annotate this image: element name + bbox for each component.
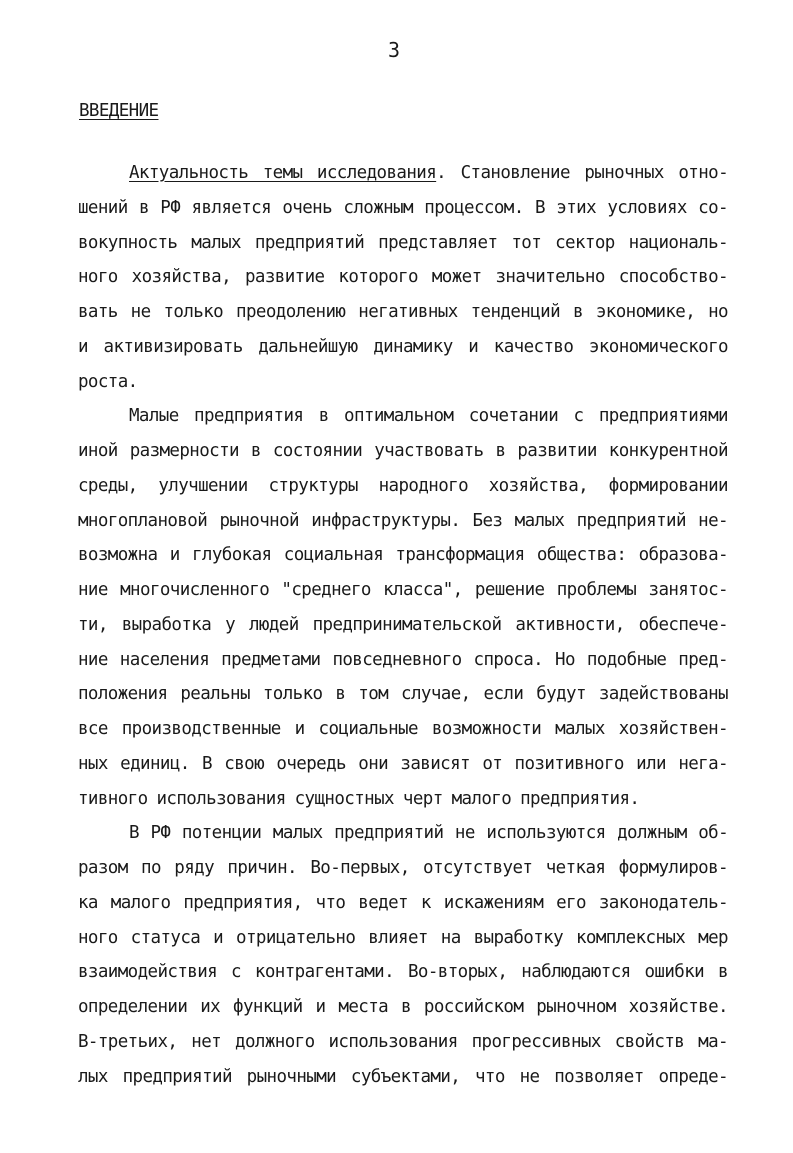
- paragraph-line: тивного использования сущностных черт малого предприятия.: [78, 788, 640, 809]
- paragraph-line: ние многочисленного "среднего класса", решение проблемы занятос-: [78, 580, 728, 600]
- section-heading: ВВЕДЕНИЕ: [79, 101, 159, 121]
- paragraph-line: взаимодействия с контрагентами. Во-вторых, наблюдаются ошибки в: [78, 962, 728, 983]
- paragraph-line: ных единиц. В свою очередь они зависят от позитивного или нега-: [78, 753, 728, 774]
- paragraph-line: В-третьих, нет должного использования прогрессивных свойств ма-: [78, 1031, 728, 1052]
- paragraph-line: [78, 156, 728, 191]
- paragraph-line: ка малого предприятия, что ведет к искажениям его законодатель-: [78, 892, 728, 913]
- page-number: 3: [388, 38, 400, 62]
- paragraph-line: положения реальны только в том случае, если будут задействованы: [78, 684, 728, 705]
- paragraph-line: вать не только преодолению негативных тенденций в экономике, но: [78, 302, 728, 322]
- paragraph-line: ти, выработка у людей предпринимательской активности, обеспече-: [78, 614, 728, 635]
- paragraph-line: ного хозяйства, развитие которого может значительно способство-: [78, 267, 728, 288]
- paragraph-line: роста.: [78, 371, 138, 392]
- paragraph-line: ние населения предметами повседневного спроса. Но подобные пред-: [78, 649, 728, 670]
- paragraph-line: шений в РФ является очень сложным процессом. В этих условиях со-: [78, 197, 728, 218]
- paragraph-line: и активизировать дальнейшую динамику и качество экономического: [78, 336, 728, 357]
- paragraph-line: вокупность малых предприятий представляет тот сектор националь-: [78, 232, 728, 253]
- paragraph-line: многоплановой рыночной инфраструктуры. Без малых предприятий не-: [78, 510, 728, 531]
- paragraph-line: иной размерности в состоянии участвовать в развитии конкурентной: [78, 441, 728, 461]
- paragraph-line: определении их функций и места в российском рыночном хозяйстве.: [78, 997, 728, 1017]
- topic-relevance-label: Актуальность темы исследования: [129, 163, 437, 183]
- paragraph-line: все производственные и социальные возможности малых хозяйствен-: [78, 719, 728, 739]
- paragraph-line: лых предприятий рыночными субъектами, что не позволяет опреде-: [78, 1066, 728, 1087]
- paragraph-line: ного статуса и отрицательно влияет на выработку комплексных мер: [78, 927, 728, 948]
- paragraph-line: В РФ потенции малых предприятий не используются должным об-: [129, 823, 728, 844]
- paragraph-line: разом по ряду причин. Во-первых, отсутствует четкая формулиров-: [78, 858, 728, 878]
- body-text: [78, 156, 728, 1094]
- paragraph-line: возможна и глубокая социальная трансформация общества: образова-: [78, 545, 728, 566]
- paragraph-line-text: . Становление рыночных отно-: [436, 163, 728, 183]
- paragraph-line: Малые предприятия в оптимальном сочетании с предприятиями: [129, 406, 728, 427]
- paragraph-line: среды, улучшении структуры народного хозяйства, формировании: [78, 475, 728, 496]
